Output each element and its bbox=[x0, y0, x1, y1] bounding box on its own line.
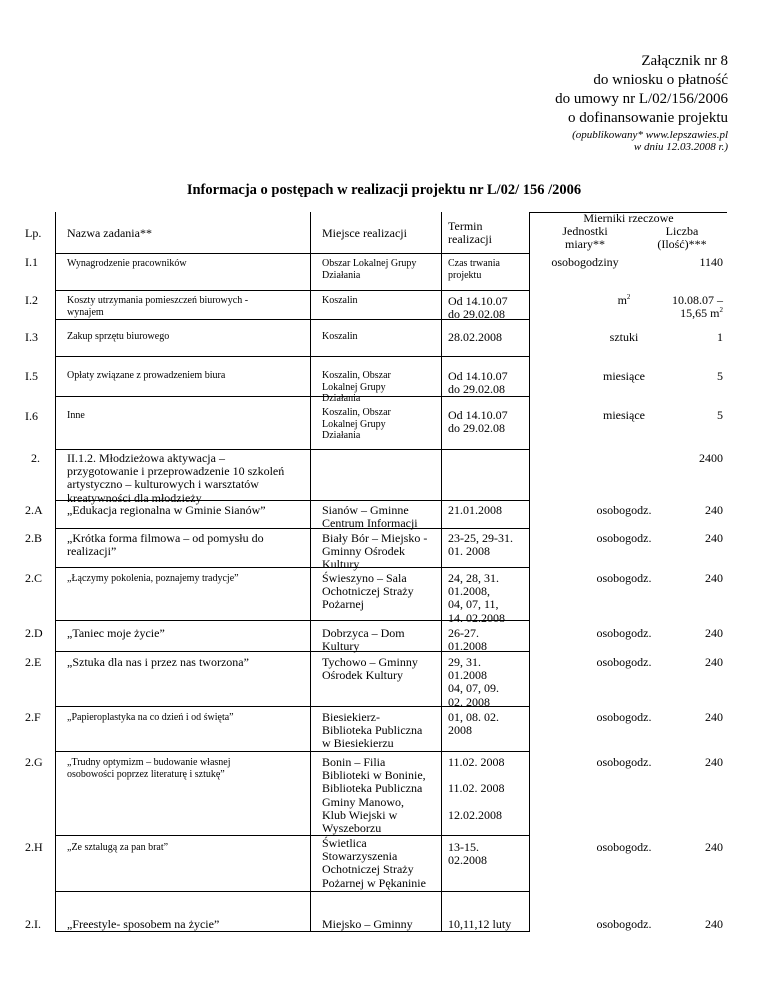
row-lp: 2.G bbox=[25, 755, 43, 769]
col-header-place: Miejsce realizacji bbox=[322, 226, 407, 240]
row-unit: miesiące bbox=[603, 408, 645, 422]
row-qty: 1 bbox=[717, 330, 723, 344]
row-term: 28.02.2008 bbox=[448, 330, 502, 344]
row-qty: 10.08.07 – 15,65 $m^2$ bbox=[672, 293, 723, 321]
row-place: Bonin – Filia Biblioteki w Boninie, Biblioteka Publiczna Gminy Manowo, Klub Wiejski w Wyszeborzu bbox=[322, 755, 426, 836]
row-unit: osobogodz. bbox=[596, 917, 652, 931]
row-term: Od 14.10.07 do 29.02.08 bbox=[448, 408, 508, 436]
row-task-name: Opłaty związane z prowadzeniem biura bbox=[67, 370, 226, 381]
row-qty: 240 bbox=[705, 531, 723, 545]
row-task-name: Koszty utrzymania pomieszczeń biurowych - wynajem bbox=[67, 295, 249, 318]
row-unit: osobogodz. bbox=[596, 571, 652, 585]
row-place: Koszalin bbox=[322, 331, 358, 342]
row-lp: 2.B bbox=[25, 531, 43, 545]
col-header-unit: Jednostki miary** bbox=[562, 224, 608, 252]
row-unit: osobogodziny bbox=[551, 255, 619, 269]
row-task-name: Inne bbox=[67, 410, 85, 421]
row-place: Tychowo – Gminny Ośrodek Kultury bbox=[322, 655, 418, 683]
row-task-name: „Edukacja regionalna w Gminie Sianów” bbox=[67, 503, 266, 517]
row-unit: miesiące bbox=[603, 369, 645, 383]
row-term: 21.01.2008 bbox=[448, 503, 502, 517]
col-header-term: Termin realizacji bbox=[448, 219, 492, 247]
row-task-name: „Ze sztalugą za pan brat” bbox=[67, 842, 169, 853]
row-qty: 240 bbox=[705, 571, 723, 585]
col-header-task-name: Nazwa zadania** bbox=[67, 226, 152, 240]
row-qty: 5 bbox=[717, 369, 723, 383]
row-unit: $m^2$ bbox=[617, 293, 631, 307]
row-lp: 2.D bbox=[25, 626, 43, 640]
row-term: 11.02. 2008 11.02. 2008 12.02.2008 bbox=[448, 755, 505, 822]
publication-date: w dniu 12.03.2008 r.) bbox=[633, 141, 728, 153]
row-place: Koszalin bbox=[322, 295, 358, 306]
row-qty: 240 bbox=[705, 755, 723, 769]
row-qty: 5 bbox=[717, 408, 723, 422]
row-lp: 2.H bbox=[25, 840, 43, 854]
row-lp: I.3 bbox=[25, 330, 38, 344]
row-task-name: Zakup sprzętu biurowego bbox=[67, 331, 170, 342]
row-unit: sztuki bbox=[609, 330, 639, 344]
row-qty: 240 bbox=[705, 655, 723, 669]
row-qty: 240 bbox=[705, 917, 723, 931]
row-term: 29, 31. 01.2008 04, 07, 09. 02. 2008 bbox=[448, 655, 499, 709]
row-place: Miejsko – Gminny bbox=[322, 917, 413, 931]
row-lp: 2.F bbox=[25, 710, 41, 724]
row-place: Dobrzyca – Dom Kultury bbox=[322, 626, 405, 654]
row-place: Biesiekierz- Biblioteka Publiczna w Biesiekierzu bbox=[322, 710, 423, 751]
attachment-number: Załącznik nr 8 bbox=[641, 53, 728, 69]
project-funding-line: o dofinansowanie projektu bbox=[568, 110, 728, 126]
row-term: 23-25, 29-31. 01. 2008 bbox=[448, 531, 513, 559]
row-qty: 240 bbox=[705, 626, 723, 640]
row-term: 13-15. 02.2008 bbox=[448, 840, 487, 868]
row-place: Koszalin, Obszar Lokalnej Grupy Działania bbox=[322, 370, 391, 404]
contract-number: do umowy nr L/02/156/2006 bbox=[555, 91, 728, 107]
row-lp: 2.E bbox=[25, 655, 42, 669]
row-term: 26-27. 01.2008 bbox=[448, 626, 487, 654]
row-qty: 2400 bbox=[699, 451, 723, 465]
row-lp: I.5 bbox=[25, 369, 38, 383]
row-unit: osobogodz. bbox=[596, 710, 652, 724]
row-term: Czas trwania projektu bbox=[448, 258, 500, 281]
row-qty: 1140 bbox=[699, 255, 723, 269]
row-qty: 240 bbox=[705, 503, 723, 517]
row-place: Obszar Lokalnej Grupy Działania bbox=[322, 258, 417, 281]
row-task-name: „Łączymy pokolenia, poznajemy tradycje” bbox=[67, 573, 239, 584]
row-task-name: „Trudny optymizm – budowanie własnej osobowości poprzez literaturę i sztukę” bbox=[67, 757, 231, 780]
row-place: Sianów – Gminne Centrum Informacji bbox=[322, 503, 418, 531]
row-unit: osobogodz. bbox=[596, 840, 652, 854]
row-place: Świeszyno – Sala Ochotniczej Straży Pożarnej bbox=[322, 571, 414, 612]
row-lp: 2.I. bbox=[25, 917, 41, 931]
publication-note: (opublikowany* www.lepszawies.pl bbox=[572, 129, 728, 141]
row-task-name: „Taniec moje życie” bbox=[67, 626, 165, 640]
row-qty: 240 bbox=[705, 710, 723, 724]
row-place: Koszalin, Obszar Lokalnej Grupy Działania bbox=[322, 407, 391, 441]
row-unit: osobogodz. bbox=[596, 655, 652, 669]
col-header-qty: Liczba (Ilość)*** bbox=[657, 224, 707, 252]
col-header-lp: Lp. bbox=[25, 226, 42, 240]
row-unit: osobogodz. bbox=[596, 531, 652, 545]
col-header-measures: Mierniki rzeczowe bbox=[583, 211, 674, 225]
row-task-name: „Freestyle- sposobem na życie” bbox=[67, 917, 220, 931]
row-term: 10,11,12 luty bbox=[448, 917, 512, 931]
row-lp: I.6 bbox=[25, 409, 38, 423]
row-task-name: Wynagrodzenie pracowników bbox=[67, 258, 187, 269]
row-unit: osobogodz. bbox=[596, 503, 652, 517]
row-lp: I.1 bbox=[25, 255, 38, 269]
row-lp: I.2 bbox=[25, 293, 38, 307]
row-task-name: II.1.2. Młodzieżowa aktywacja – przygotowanie i przeprowadzenie 10 szkoleń artystyczno – kulturowych i warsztatów kreatywności dla młodzieży bbox=[67, 451, 285, 505]
document-title: Informacja o postępach w realizacji projektu nr L/02/ 156 /2006 bbox=[186, 182, 582, 198]
row-term: Od 14.10.07 do 29.02.08 bbox=[448, 369, 508, 397]
row-term: 01, 08. 02. 2008 bbox=[448, 710, 499, 738]
row-lp: 2.A bbox=[25, 503, 43, 517]
row-unit: osobogodz. bbox=[596, 626, 652, 640]
row-qty: 240 bbox=[705, 840, 723, 854]
row-task-name: „Papieroplastyka na co dzień i od święta” bbox=[67, 712, 234, 723]
row-term: 24, 28, 31. 01.2008, 04, 07, 11, 14. 02.2008 bbox=[448, 571, 505, 625]
row-term: Od 14.10.07 do 29.02.08 bbox=[448, 294, 508, 322]
row-unit: osobogodz. bbox=[596, 755, 652, 769]
row-lp: 2. bbox=[31, 451, 40, 465]
row-task-name: „Krótka forma filmowa – od pomysłu do realizacji” bbox=[67, 531, 264, 559]
attachment-ref-line: do wniosku o płatność bbox=[593, 72, 728, 88]
row-lp: 2.C bbox=[25, 571, 43, 585]
row-place: Świetlica Stowarzyszenia Ochotniczej Straży Pożarnej w Pękaninie bbox=[322, 836, 426, 890]
row-task-name: „Sztuka dla nas i przez nas tworzona” bbox=[67, 655, 249, 669]
row-place: Biały Bór – Miejsko - Gminny Ośrodek Kultury bbox=[322, 531, 428, 572]
